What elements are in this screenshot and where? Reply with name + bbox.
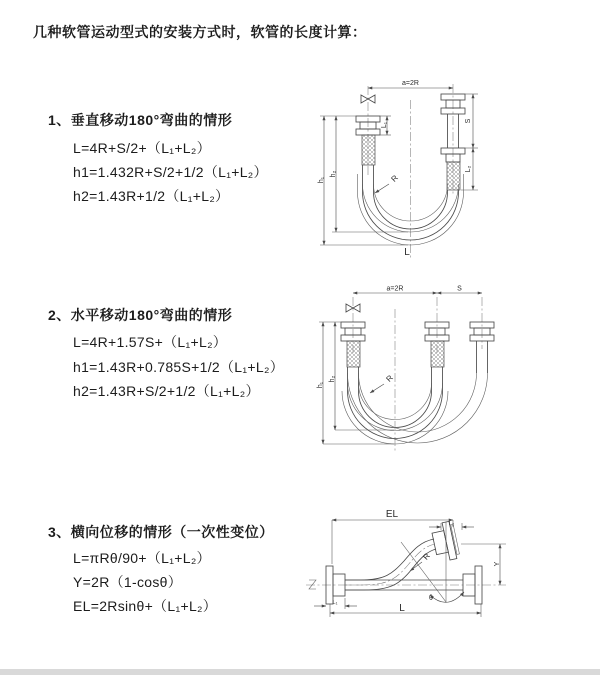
diagram-horizontal-180-bend xyxy=(310,283,588,463)
valve-icon xyxy=(361,95,375,103)
dim-label-r: R xyxy=(389,173,400,184)
formula-line: h1=1.43R+0.785S+1/2（L₁+L₂） xyxy=(73,359,284,375)
dim-label-l1: L₁ xyxy=(381,121,388,129)
dim-label-h1: h₁ xyxy=(317,381,324,389)
formula-line: h2=1.43R+1/2（L₁+L₂） xyxy=(73,188,230,204)
centerlines xyxy=(306,580,506,589)
dim-label-h2: h₂ xyxy=(330,170,337,178)
dim-label-l: L xyxy=(399,603,405,614)
dim-label-y: Y xyxy=(494,561,501,567)
formula-line: L=πRθ/90+（L₁+L₂） xyxy=(73,550,211,566)
dim-label-s: S xyxy=(465,118,472,124)
dim-label-l: L xyxy=(404,247,410,258)
pipe-break-icon xyxy=(309,580,316,589)
section-3-heading: 3、横向位移的情形（一次性变位） xyxy=(48,524,274,540)
formula-line: h1=1.432R+S/2+1/2（L₁+L₂） xyxy=(73,164,268,180)
page-bottom-edge xyxy=(0,669,600,675)
dim-label-a2r: a=2R xyxy=(402,80,419,87)
formula-line: L=4R+1.57S+（L₁+L₂） xyxy=(73,334,228,350)
section-1-heading: 1、垂直移动180°弯曲的情形 xyxy=(48,112,233,128)
section-2-heading: 2、水平移动180°弯曲的情形 xyxy=(48,307,233,323)
formula-line: EL=2Rsinθ+（L₁+L₂） xyxy=(73,598,218,614)
dim-label-r: R xyxy=(421,551,432,562)
dim-label-h1: h₁ xyxy=(318,176,325,184)
dim-label-theta: θ xyxy=(429,595,433,602)
centerlines xyxy=(353,297,482,453)
left-fitting xyxy=(356,116,380,192)
dim-label-a2r: a=2R xyxy=(386,285,404,293)
dimensions xyxy=(317,286,482,445)
hose-bend xyxy=(342,373,488,444)
dim-label-l1: L₁ xyxy=(332,600,338,606)
dim-label-l2: L₂ xyxy=(448,521,455,527)
page-title: 几种软管运动型式的安装方式时，软管的长度计算： xyxy=(33,24,367,40)
dim-label-el: EL xyxy=(385,509,399,520)
formula-line: L=4R+S/2+（L₁+L₂） xyxy=(73,140,211,156)
diagram-lateral-displacement xyxy=(298,500,600,650)
dim-label-r: R xyxy=(384,373,395,384)
formula-line: Y=2R（1-cosθ） xyxy=(73,574,183,590)
diagram-vertical-180-bend xyxy=(312,72,584,262)
hose-s-curve xyxy=(345,539,436,590)
dim-label-l2: L₂ xyxy=(465,165,472,173)
dim-label-s: S xyxy=(457,285,462,293)
dim-label-h2: h₂ xyxy=(329,375,336,383)
formula-line: h2=1.43R+S/2+1/2（L₁+L₂） xyxy=(73,383,260,399)
